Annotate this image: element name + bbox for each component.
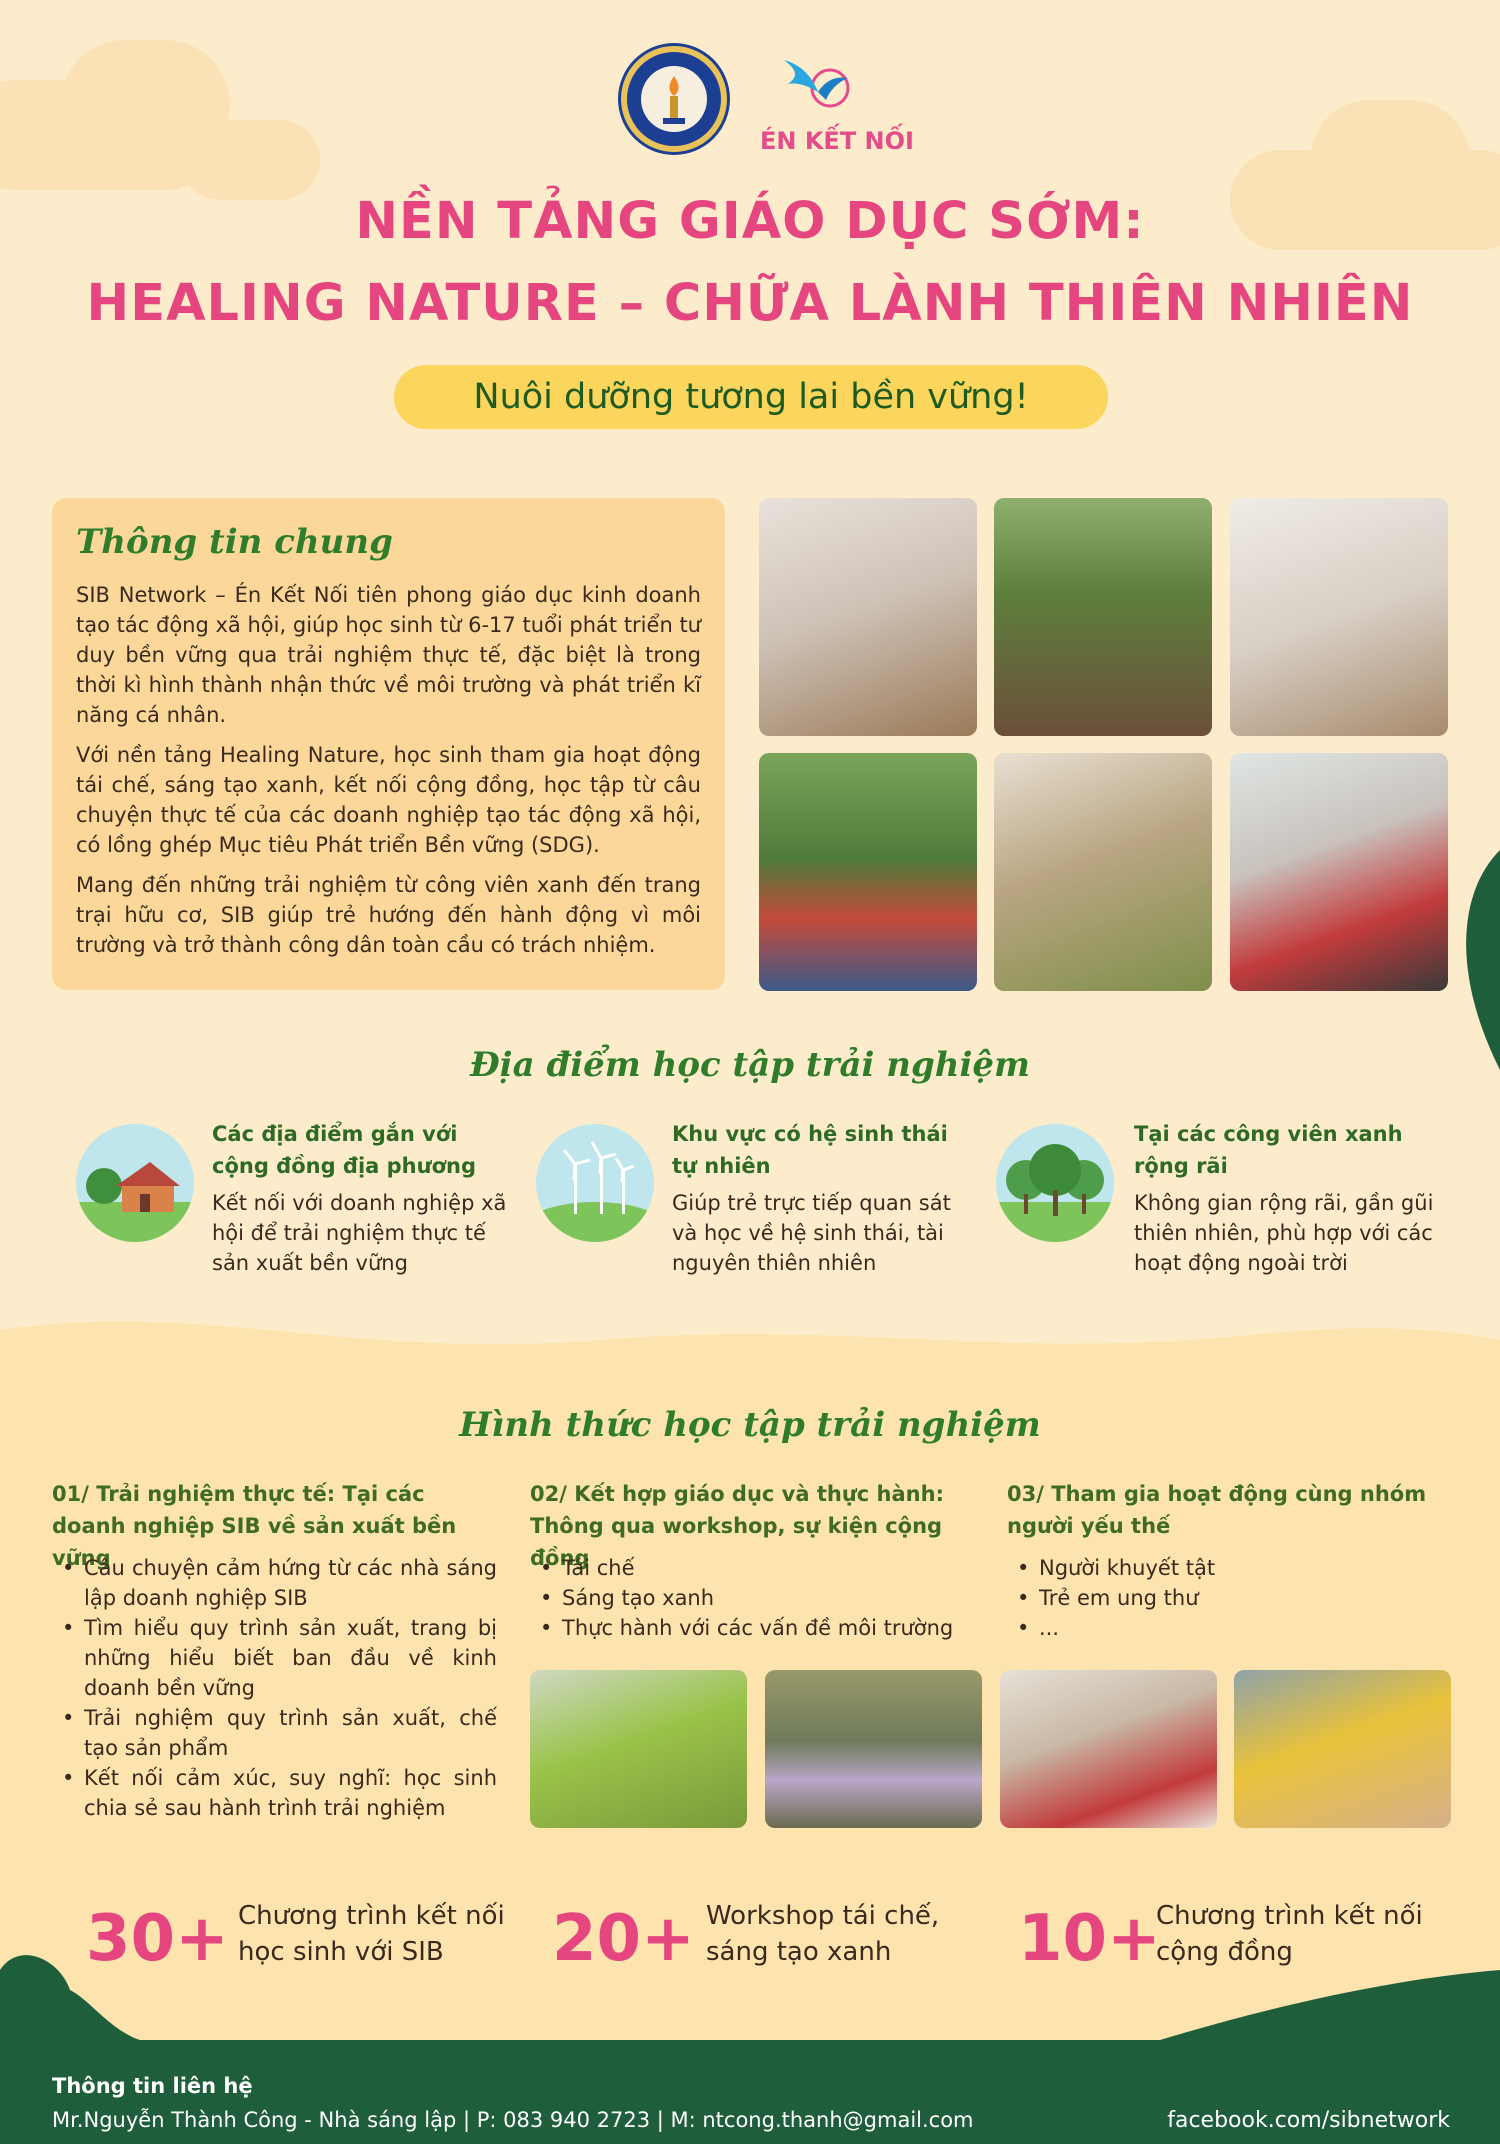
- photo-girls-crafting: [1230, 498, 1448, 736]
- tagline-pill: Nuôi dưỡng tương lai bền vững!: [394, 365, 1108, 429]
- form-3-bullets: [1007, 1553, 1427, 1643]
- list-item: • ...: [1007, 1613, 1427, 1643]
- list-item: • Tìm hiểu quy trình sản xuất, trang bị những hiểu biết ban đầu về kinh doanh bền vững: [52, 1613, 497, 1703]
- location-3-desc: Không gian rộng rãi, gần gũi thiên nhiên, phù hợp với các hoạt động ngoài trời: [1134, 1191, 1434, 1275]
- stat-2-label-line1: Workshop tái chế,: [706, 1901, 940, 1931]
- form-2-bullets: [530, 1553, 990, 1643]
- school-logo: [621, 46, 727, 152]
- list-item: • Trải nghiệm quy trình sản xuất, chế tạo sản phẩm: [52, 1703, 497, 1763]
- list-item: • Sáng tạo xanh: [530, 1583, 990, 1613]
- stat-3-label-line2: cộng đồng: [1156, 1937, 1293, 1967]
- photo-kids-by-stream: [765, 1670, 982, 1828]
- list-item: • Thực hành với các vấn đề môi trường: [530, 1613, 990, 1643]
- stat-3-label-line1: Chương trình kết nối: [1156, 1901, 1423, 1931]
- photo-kids-sorting-plants: [994, 753, 1212, 991]
- forest-icon: [996, 1124, 1114, 1242]
- locations-heading: Địa điểm học tập trải nghiệm: [469, 1045, 1031, 1085]
- bird-logo-icon: [778, 50, 858, 122]
- leaf-decoration: [1440, 850, 1500, 1070]
- stat-2-number: 20+: [552, 1902, 695, 1976]
- location-2-desc: Giúp trẻ trực tiếp quan sát và học về hệ sinh thái, tài nguyên thiên nhiên: [672, 1191, 951, 1275]
- stat-2-label-line2: sáng tạo xanh: [706, 1937, 892, 1967]
- location-2-title: Khu vực có hệ sinh thái tự nhiên: [672, 1122, 948, 1178]
- wind-turbine-icon: [536, 1124, 654, 1242]
- list-item: • Tái chế: [530, 1553, 990, 1583]
- house-icon: [76, 1124, 194, 1242]
- footer-title: Thông tin liên hệ: [52, 2074, 253, 2098]
- page-title-line1: NỀN TẢNG GIÁO DỤC SỚM:: [355, 192, 1145, 251]
- photo-outdoor-workshop: [1230, 753, 1448, 991]
- cloud-decoration: [180, 120, 320, 200]
- general-info-paragraph-2: Với nền tảng Healing Nature, học sinh tham gia hoạt động tái chế, sáng tạo xanh, kết nối cộng đồng, học tập từ câu chuyện thực tế của các doanh nghiệp tạo tác động xã hội, có lồng ghép Mục tiêu Phát triển Bền vững (SDG).: [76, 743, 701, 857]
- stat-1-number: 30+: [86, 1902, 229, 1976]
- stat-1-label-line1: Chương trình kết nối: [238, 1901, 505, 1931]
- general-info-paragraph-1: SIB Network – Én Kết Nối tiên phong giáo dục kinh doanh tạo tác động xã hội, giúp học sinh từ 6-17 tuổi phát triển tư duy bền vững qua trải nghiệm thực tế, đặc biệt là trong thời kì hình thành nhận thức về môi trường và phát triển kĩ năng cá nhân.: [76, 583, 701, 727]
- photo-garden-planting: [994, 498, 1212, 736]
- photo-kids-smiling: [1234, 1670, 1451, 1828]
- form-1-bullets: [52, 1553, 497, 1823]
- list-item: • Câu chuyện cảm hứng từ các nhà sáng lập doanh nghiệp SIB: [52, 1553, 497, 1613]
- location-3-title: Tại các công viên xanh rộng rãi: [1134, 1122, 1403, 1178]
- list-item: • Trẻ em ung thư: [1007, 1583, 1427, 1613]
- photo-craft-activity: [759, 498, 977, 736]
- footer-contact: Mr.Nguyễn Thành Công - Nhà sáng lập | P: 083 940 2723 | M: ntcong.thanh@gmail.com: [52, 2108, 974, 2132]
- stat-3-number: 10+: [1018, 1902, 1161, 1976]
- photo-kids-table-craft: [1000, 1670, 1217, 1828]
- en-ket-noi-logo-text: ÉN KẾT NỐI: [760, 127, 914, 155]
- stat-1-label-line2: học sinh với SIB: [238, 1937, 444, 1967]
- footer-website-link[interactable]: facebook.com/sibnetwork: [1167, 2108, 1450, 2133]
- location-1-desc: Kết nối với doanh nghiệp xã hội để trải nghiệm thực tế sản xuất bền vững: [212, 1191, 507, 1275]
- general-info-paragraph-3: Mang đến những trải nghiệm từ công viên xanh đến trang trại hữu cơ, SIB giúp trẻ hướng đến hành động vì môi trường và trở thành công dân toàn cầu có trách nhiệm.: [76, 873, 701, 957]
- form-2-title: 02/ Kết hợp giáo dục và thực hành: Thông qua workshop, sự kiện cộng đồng: [530, 1482, 944, 1570]
- forms-heading: Hình thức học tập trải nghiệm: [459, 1405, 1041, 1445]
- form-1-title: 01/ Trải nghiệm thực tế: Tại các doanh nghiệp SIB về sản xuất bền vững: [52, 1482, 457, 1570]
- photo-group-paintings: [759, 753, 977, 991]
- photo-kids-green-vests: [530, 1670, 747, 1828]
- location-1-title: Các địa điểm gắn với cộng đồng địa phương: [212, 1122, 476, 1178]
- form-3-title: 03/ Tham gia hoạt động cùng nhóm người yếu thế: [1007, 1482, 1427, 1538]
- footer-wave: [0, 1930, 1500, 2044]
- list-item: • Kết nối cảm xúc, suy nghĩ: học sinh chia sẻ sau hành trình trải nghiệm: [52, 1763, 497, 1823]
- list-item: • Người khuyết tật: [1007, 1553, 1427, 1583]
- torch-icon: [641, 66, 707, 132]
- page-title-line2: HEALING NATURE – CHỮA LÀNH THIÊN NHIÊN: [86, 274, 1414, 333]
- general-info-heading: Thông tin chung: [76, 522, 393, 562]
